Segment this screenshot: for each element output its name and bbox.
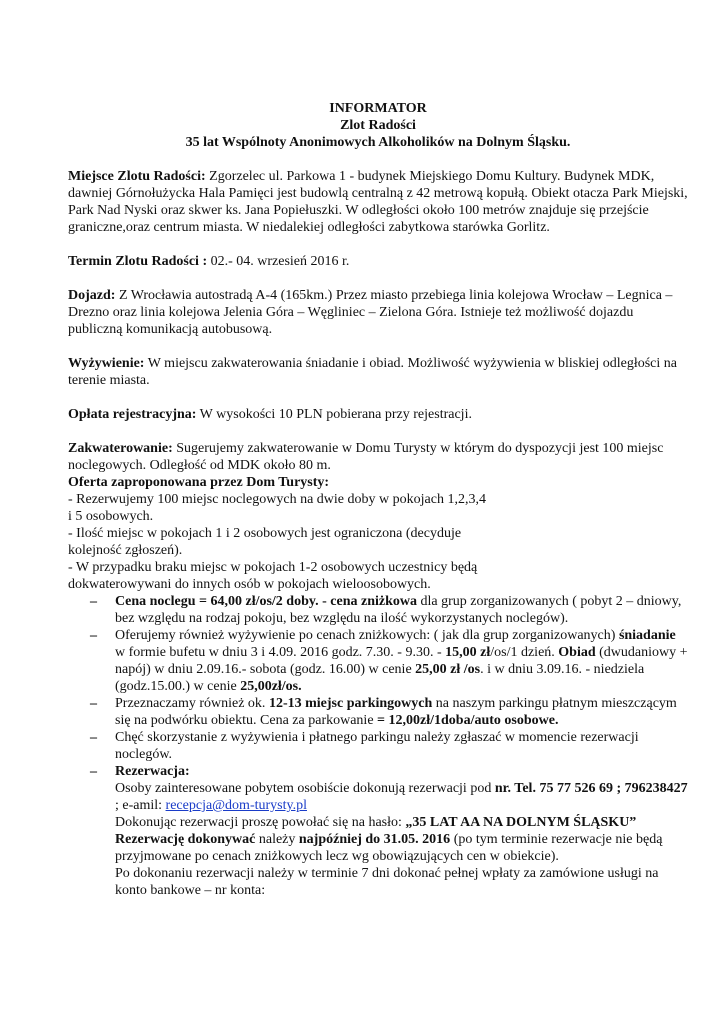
reservation-password: Dokonując rezerwacji proszę powołać się na hasło: „35 LAT AA NA DOLNYM ŚLĄSKU” <box>115 815 637 830</box>
offer-line: - Rezerwujemy 100 miejsc noclegowych na dwie doby w pokojach 1,2,3,4 <box>68 492 486 507</box>
access-text: Z Wrocławia autostradą A-4 (165km.) Przez miasto przebiega linia kolejowa Wrocław – Legnica – Drezno oraz linia kolejowa Jelenia Góra – Węgliniec – Zielona Góra. Istnieje też możliwość dojazdu publiczną komunikacją autobusową. <box>68 288 673 337</box>
document-page <box>68 100 688 899</box>
offer-line: - W przypadku braku miejsc w pokojach 1-2 osobowych uczestnicy będą <box>68 560 478 575</box>
list-item-reservation: – Rezerwacja: <box>68 763 688 780</box>
term-paragraph <box>68 253 688 270</box>
offer-line: - Ilość miejsc w pokojach 1 i 2 osobowych jest ograniczona (decyduje <box>68 526 462 541</box>
food-text: W miejscu zakwaterowania śniadanie i obiad. Możliwość wyżywienia w bliskiej odległości na terenie miasta. <box>68 356 677 388</box>
food-paragraph <box>68 355 688 389</box>
food-label: Wyżywienie: <box>68 356 145 371</box>
term-label: Termin Zlotu Radości : <box>68 254 208 269</box>
doc-subtitle: Zlot Radości <box>340 118 416 133</box>
fee-text: W wysokości 10 PLN pobierana przy rejestracji. <box>196 407 472 422</box>
offer-line: i 5 osobowych. <box>68 509 154 524</box>
details-list <box>68 593 688 899</box>
fee-paragraph <box>68 406 688 423</box>
doc-event-title: 35 lat Wspólnoty Anonimowych Alkoholików na Dolnym Śląsku. <box>185 135 571 150</box>
reservation-contact: Osoby zainteresowane pobytem osobiście dokonują rezerwacji pod nr. Tel. 75 77 526 69 ; 796238427 ; e-amil: recepcja@dom-turysty.pl <box>115 781 688 813</box>
accommodation-label: Zakwaterowanie: <box>68 441 173 456</box>
email-link[interactable]: recepcja@dom-turysty.pl <box>165 798 307 813</box>
term-text: 02.- 04. wrzesień 2016 r. <box>207 254 350 269</box>
doc-title: INFORMATOR <box>329 101 427 116</box>
list-item-notice: – Chęć skorzystanie z wyżywienia i płatnego parkingu należy zgłaszać w momencie rezerwacji noclegów. <box>68 729 688 763</box>
fee-label: Opłata rejestracyjna: <box>68 407 197 422</box>
accommodation-text: Sugerujemy zakwaterowanie w Domu Turysty w którym do dyspozycji jest 100 miejsc noclegowych. Odległość od MDK około 80 m. <box>68 441 664 473</box>
offer-label: Oferta zaproponowana przez Dom Turysty: <box>68 475 330 490</box>
venue-label: Miejsce Zlotu Radości: <box>68 169 206 184</box>
offer-line: kolejność zgłoszeń). <box>68 543 183 558</box>
venue-paragraph <box>68 168 688 236</box>
offer-line: dokwaterowywani do innych osób w pokojach wieloosobowych. <box>68 577 431 592</box>
venue-text: Zgorzelec ul. Parkowa 1 - budynek Miejskiego Domu Kultury. Budynek MDK, dawniej Górnołużycka Hala Pamięci jest budowlą centralną z 42 metrową kopułą. Obiekt otacza Park Miejski, Park Nad Nyski oraz skwer ks. Jana Popiełuszki. W odległości około 100 metrów znajduje się przejście graniczne,oraz centrum miasta. W niedalekiej odległości zabytkowa starówka Gorlitz. <box>68 169 688 235</box>
accommodation-paragraph <box>68 440 688 474</box>
reservation-deadline: Rezerwację dokonywać należy najpóźniej do 31.05. 2016 (po tym terminie rezerwacje nie będą przyjmowane po cenach zniżkowych lecz wg obowiązujących cen w obiekcie). <box>115 832 663 864</box>
list-item-price: – Cena noclegu = 64,00 zł/os/2 doby. - cena zniżkowa dla grup zorganizowanych ( pobyt 2 – dniowy, bez względu na rodzaj pokoju, bez względu na ilość wykorzystanych noclegów). <box>68 593 688 627</box>
reservation-payment: Po dokonaniu rezerwacji należy w terminie 7 dni dokonać pełnej wpłaty za zamówione usługi na konto bankowe – nr konta: <box>115 866 659 898</box>
access-label: Dojazd: <box>68 288 116 303</box>
access-paragraph <box>68 287 688 338</box>
list-item-meals: – Oferujemy również wyżywienie po cenach zniżkowych: ( jak dla grup zorganizowanych) śniadanie w formie bufetu w dniu 3 i 4.09. 2016 godz. 7.30. - 9.30. - 15,00 zł/os/1 dzień. Obiad (dwudaniowy + napój) w dniu 2.09.16.- sobota (godz. 16.00) w cenie 25,00 zł /os. i w dniu 3.09.16. - niedziela (godz.15.00.) w cenie 25,00zł/os. <box>68 627 688 695</box>
list-item-parking: – Przeznaczamy również ok. 12-13 miejsc parkingowych na naszym parkingu płatnym mieszczącym się na podwórku obiektu. Cena za parkowanie = 12,00zł/1doba/auto osobowe. <box>68 695 688 729</box>
